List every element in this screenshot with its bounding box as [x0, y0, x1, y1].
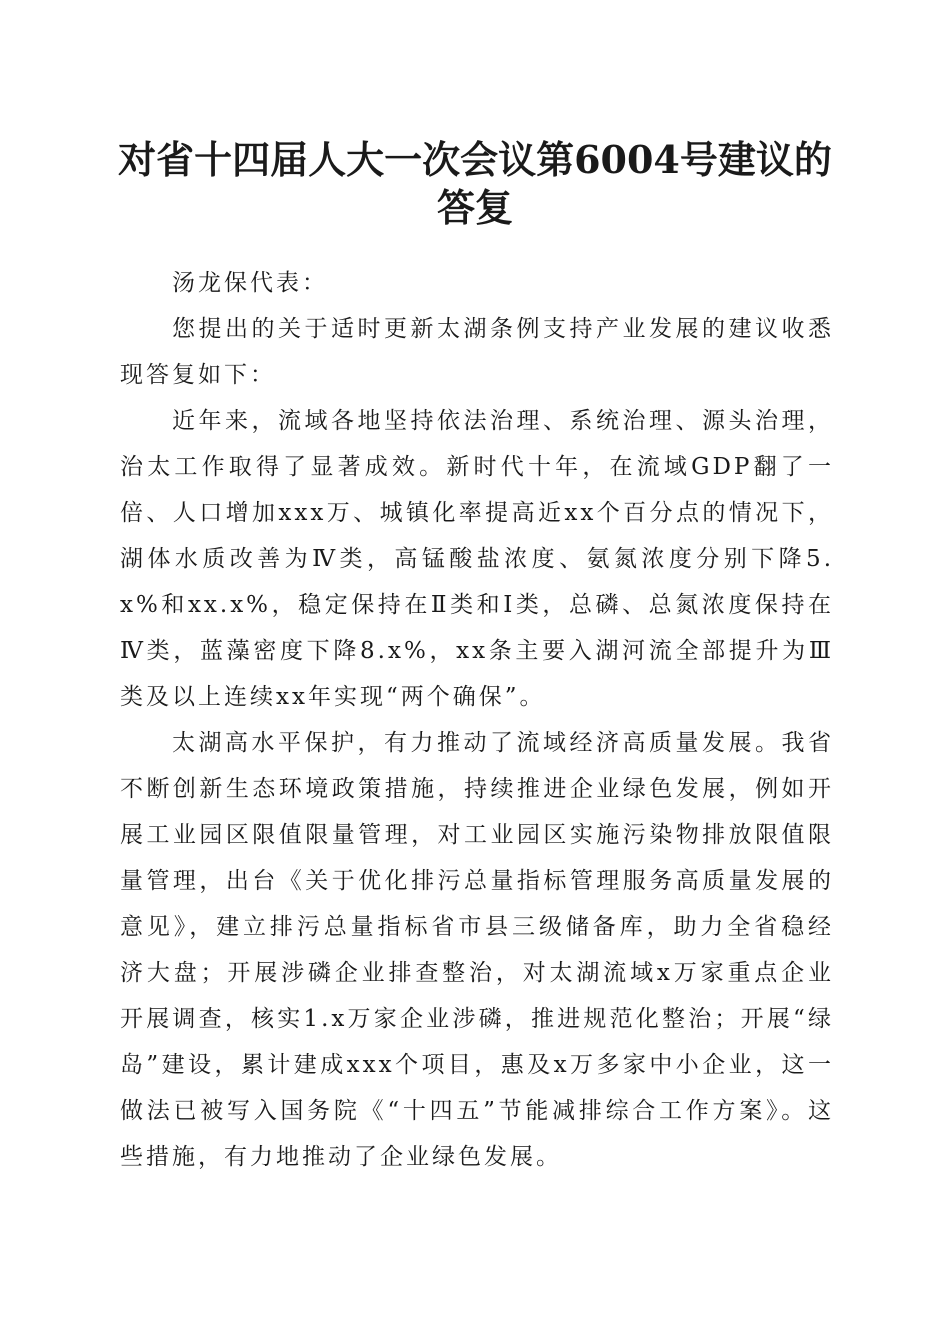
document-title: 对省十四届人大一次会议第6004号建议的答复	[118, 137, 832, 230]
document-body	[120, 260, 834, 1180]
paragraph-achievements: 近年来，流域各地坚持依法治理、系统治理、源头治理，治太工作取得了显著成效。新时代十年，在流域GDP翻了一倍、人口增加xxx万、城镇化率提高近xx个百分点的情况下，湖体水质改善为Ⅳ类，高锰酸盐浓度、氨氮浓度分别下降5.x%和xx.x%，稳定保持在Ⅱ类和Ⅰ类，总磷、总氮浓度保持在Ⅳ类，蓝藻密度下降8.x%，xx条主要入湖河流全部提升为Ⅲ类及以上连续xx年实现“两个确保”。	[120, 408, 834, 710]
salutation: 汤龙保代表：	[172, 270, 328, 296]
paragraph-green-development: 太湖高水平保护，有力推动了流域经济高质量发展。我省不断创新生态环境政策措施，持续推进企业绿色发展，例如开展工业园区限值限量管理，对工业园区实施污染物排放限值限量管理，出台《关于优化排污总量指标管理服务高质量发展的意见》，建立排污总量指标省市县三级储备库，助力全省稳经济大盘；开展涉磷企业排查整治，对太湖流域x万家重点企业开展调查，核实1.x万家企业涉磷，推进规范化整治；开展“绿岛”建设，累计建成xxx个项目，惠及x万多家中小企业，这一做法已被写入国务院《“十四五”节能减排综合工作方案》。这些措施，有力地推动了企业绿色发展。	[120, 730, 834, 1170]
paragraph-acknowledgement: 您提出的关于适时更新太湖条例支持产业发展的建议收悉现答复如下：	[120, 316, 834, 388]
